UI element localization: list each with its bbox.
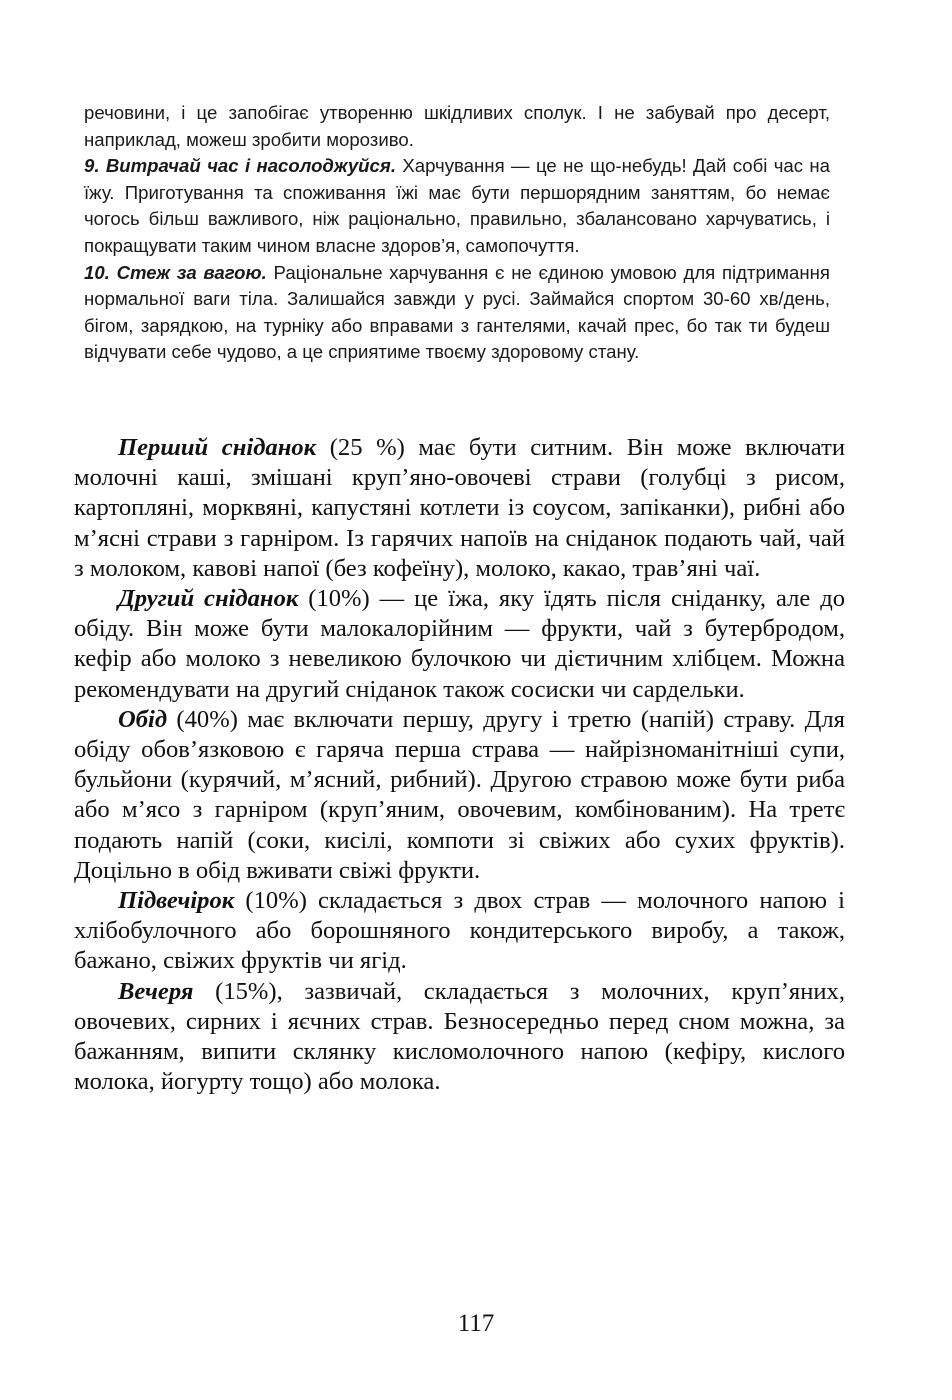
page-number: 117	[457, 1310, 495, 1337]
paragraph-lunch	[74, 705, 845, 886]
tip-9-heading: 9. Витрачай час і насолоджуйся.	[84, 155, 396, 177]
tip-9-text: Харчування — це не що-небудь! Дай собі час на їжу. Приготування та споживання їжі має бути першорядним заняттям, бо немає чогось більш важливого, ніж раціонально, правильно, збалансовано харчуватись, і покращувати таким чином власне здоров’я, самопочуття.	[84, 155, 830, 256]
paragraph-second-breakfast	[74, 584, 845, 705]
paragraph-first-breakfast	[74, 433, 845, 584]
paragraph-dinner	[74, 977, 845, 1098]
second-breakfast-text: (10%) — це їжа, яку їдять після сніданку, але до обіду. Він може бути малокалорійним — фрукти, чай з бутербродом, кефір або молоко з невеликою булочкою чи дієтичним хлібцем. Можна рекомендувати на другий сніданок також сосиски чи сардельки.	[74, 585, 846, 703]
tip-10	[84, 260, 830, 366]
tip-10-text: Раціональне харчування є не єдиною умовою для підтримання нормальної ваги тіла. Залишайся завжди у русі. Займайся спортом 30-60 хв/день, бігом, зарядкою, на турніку або вправами з гантелями, качай прес, бо так ти будеш відчувати себе чудово, а це сприятиме твоєму здоровому стану.	[84, 261, 830, 363]
paragraph-afternoon-snack	[74, 886, 845, 977]
afternoon-snack-text: (10%) складається з двох страв — молочного напою і хлібобулочного або борошняного кондитерського виробу, а також, бажано, свіжих фруктів чи ягід.	[74, 887, 845, 975]
tip-continuation: речовини, і це запобігає утворенню шкідливих сполук. І не забувай про десерт, наприклад, можеш зробити морозиво.	[84, 102, 830, 150]
second-breakfast-term: Другий сніданок	[118, 585, 299, 613]
tip-9	[84, 153, 830, 259]
tips-section	[84, 100, 830, 366]
dinner-text: (15%), зазвичай, складається з молочних, круп’яних, овочевих, сирних і яєчних страв. Безносередньо перед сном можна, за бажанням, випити склянку кисломолочного напою (кефіру, кислого молока, йогурту тощо) або молока.	[74, 977, 845, 1096]
dinner-term: Вечеря	[118, 977, 194, 1005]
lunch-text: (40%) має включати першу, другу і третю (напій) страву. Для обіду обов’язковою є гаряча перша страва — найрізноманітніші супи, бульйони (курячий, м’ясний, рибний). Другою стравою може бути риба або м’ясо з гарніром (круп’яним, овочевим, комбінованим). На третє подають напій (соки, кисілі, компоти зі свіжих або сухих фруктів). Доцільно в обід вживати свіжі фрукти.	[74, 705, 845, 884]
meals-section	[74, 433, 845, 1097]
first-breakfast-text: (25 %) має бути ситним. Він може включати молочні каші, змішані круп’яно-овочеві страви (голубці з рисом, картопляні, морквяні, капустяні котлети із соусом, запіканки), рибні або м’ясні страви з гарніром. Із гарячих напоїв на сніданок подають чай, чай з молоком, кавові напої (без кофеїну), молоко, какао, трав’яні чаї.	[74, 434, 845, 582]
afternoon-snack-term: Підвечірок	[118, 887, 235, 915]
lunch-term: Обід	[118, 705, 168, 733]
first-breakfast-term: Перший сніданок	[118, 434, 317, 461]
tip-10-heading: 10. Стеж за вагою.	[84, 261, 267, 283]
